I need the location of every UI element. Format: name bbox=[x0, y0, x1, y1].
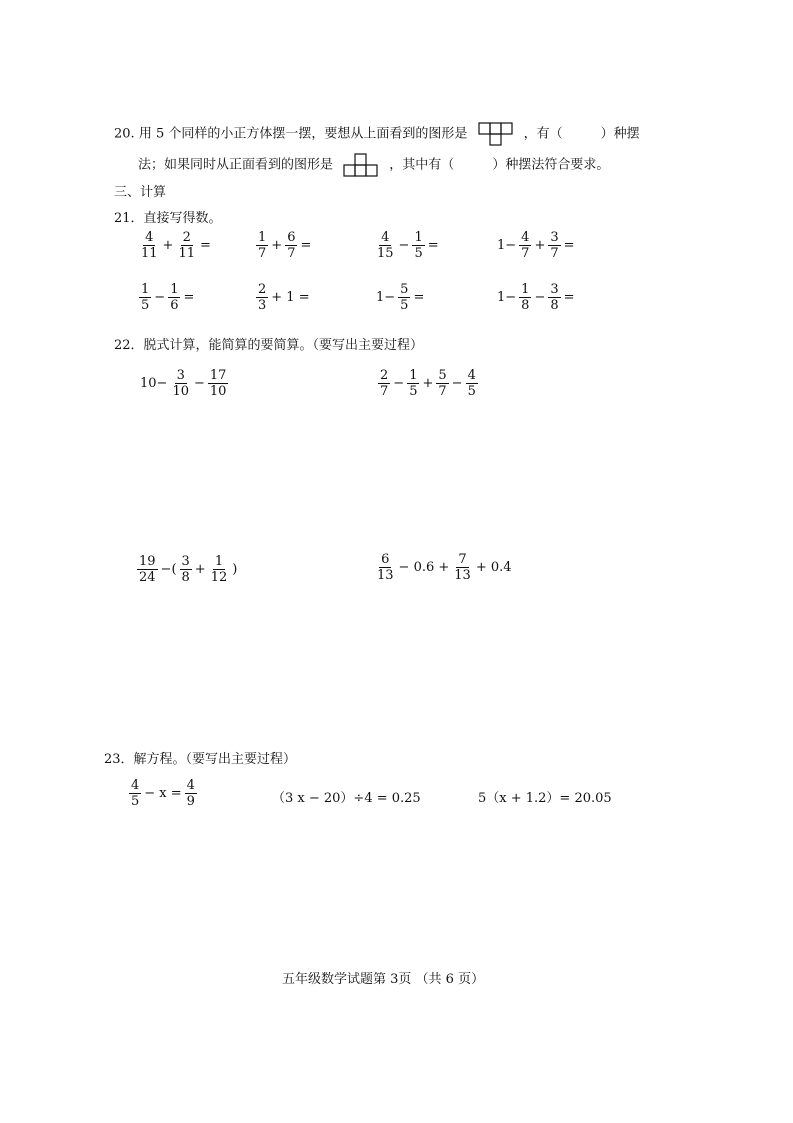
q20-text-5: ，其中有（ bbox=[389, 157, 455, 173]
fraction: $\frac{2}{11}$ bbox=[178, 230, 195, 261]
fraction: $\frac{4}{11}$ bbox=[141, 230, 158, 261]
q22-expression-3: $\frac{19}{24}$ −( $\frac{3}{8}$ + $\frac{1}{12}$ ) bbox=[139, 554, 238, 585]
fraction: $\frac{1}{7}$ bbox=[258, 230, 267, 261]
fraction: $\frac{1}{12}$ bbox=[210, 554, 228, 585]
fraction: $\frac{4}{7}$ bbox=[521, 230, 530, 261]
q22-expression-2: $\frac{2}{7}$ − $\frac{1}{5}$ + $\frac{5}{7}$ − $\frac{4}{5}$ bbox=[380, 368, 476, 399]
fraction: $\frac{2}{3}$ bbox=[258, 282, 267, 313]
q21-item-4: 1− $\frac{4}{7}$ + $\frac{3}{7}$ = bbox=[497, 230, 575, 261]
q20-text-6: ）种摆法符合要求。 bbox=[492, 157, 610, 173]
fraction: $\frac{4}{5}$ bbox=[467, 368, 476, 399]
q22-expression-1: 10− $\frac{3}{10}$ − $\frac{17}{10}$ bbox=[140, 368, 227, 399]
q22-title: 22．脱式计算，能简算的要简算。（要写出主要过程） bbox=[114, 338, 424, 353]
fraction: $\frac{2}{7}$ bbox=[380, 368, 389, 399]
q20-text-4: 法；如果同时从正面看到的图形是 bbox=[138, 157, 334, 173]
q20-text-1: 用 5 个同样的小正方体摆一摆，要想从上面看到的图形是 bbox=[138, 126, 468, 142]
q23-title: 23．解方程。（要写出主要过程） bbox=[104, 752, 297, 767]
fraction: $\frac{1}{5}$ bbox=[414, 230, 423, 261]
fraction: $\frac{1}{5}$ bbox=[141, 282, 150, 313]
front-view-shape-icon bbox=[343, 153, 379, 177]
fraction: $\frac{4}{15}$ bbox=[377, 230, 394, 261]
fraction: $\frac{3}{10}$ bbox=[172, 368, 189, 399]
fraction: $\frac{3}{8}$ bbox=[550, 282, 559, 313]
fraction: $\frac{4}{5}$ bbox=[131, 778, 140, 809]
fraction: $\frac{1}{5}$ bbox=[409, 368, 418, 399]
fraction: $\frac{7}{13}$ bbox=[454, 552, 471, 583]
q21-title: 21．直接写得数。 bbox=[114, 211, 222, 226]
fraction: $\frac{5}{5}$ bbox=[400, 282, 409, 313]
top-view-shape-icon bbox=[478, 122, 514, 146]
q21-item-3: $\frac{4}{15}$ − $\frac{1}{5}$ = bbox=[377, 230, 439, 261]
q20-text-2: ，有（ bbox=[523, 126, 563, 142]
q20-number: 20. bbox=[114, 126, 135, 142]
fraction: $\frac{4}{9}$ bbox=[186, 778, 195, 809]
fraction: $\frac{19}{24}$ bbox=[139, 554, 156, 585]
q21-item-5: $\frac{1}{5}$ − $\frac{1}{6}$ = bbox=[141, 282, 195, 313]
q21-item-7: 1− $\frac{5}{5}$ = bbox=[376, 282, 425, 313]
q22-expression-4: $\frac{6}{13}$ − 0.6 + $\frac{7}{13}$ + 0.4 bbox=[377, 552, 512, 583]
q20-line1 bbox=[114, 122, 640, 146]
fraction: $\frac{1}{6}$ bbox=[170, 282, 179, 313]
fraction: $\frac{5}{7}$ bbox=[438, 368, 447, 399]
fraction: $\frac{6}{7}$ bbox=[287, 230, 296, 261]
page-footer: 五年级数学试题第 3页 （共 6 页） bbox=[282, 972, 485, 987]
q23-equation-2: （3 x − 20）÷4 = 0.25 bbox=[272, 791, 421, 806]
q21-item-2: $\frac{1}{7}$ + $\frac{6}{7}$ = bbox=[258, 230, 312, 261]
q23-equation-1: $\frac{4}{5}$ − x = $\frac{4}{9}$ bbox=[131, 778, 195, 809]
fraction: $\frac{3}{8}$ bbox=[181, 554, 190, 585]
fraction: $\frac{3}{7}$ bbox=[550, 230, 559, 261]
fraction: $\frac{6}{13}$ bbox=[377, 552, 394, 583]
q21-item-1: $\frac{4}{11}$ + $\frac{2}{11}$ = bbox=[141, 230, 211, 261]
q20-text-3: ）种摆 bbox=[600, 126, 640, 142]
q23-equation-3: 5（x + 1.2）= 20.05 bbox=[478, 791, 612, 806]
fraction: $\frac{17}{10}$ bbox=[209, 368, 227, 399]
q21-item-8: 1− $\frac{1}{8}$ − $\frac{3}{8}$ = bbox=[497, 282, 575, 313]
fraction: $\frac{1}{8}$ bbox=[521, 282, 530, 313]
q21-item-6: $\frac{2}{3}$ + 1 = bbox=[258, 282, 310, 313]
section-3-title: 三、计算 bbox=[114, 185, 167, 200]
q20-line2 bbox=[138, 153, 609, 177]
